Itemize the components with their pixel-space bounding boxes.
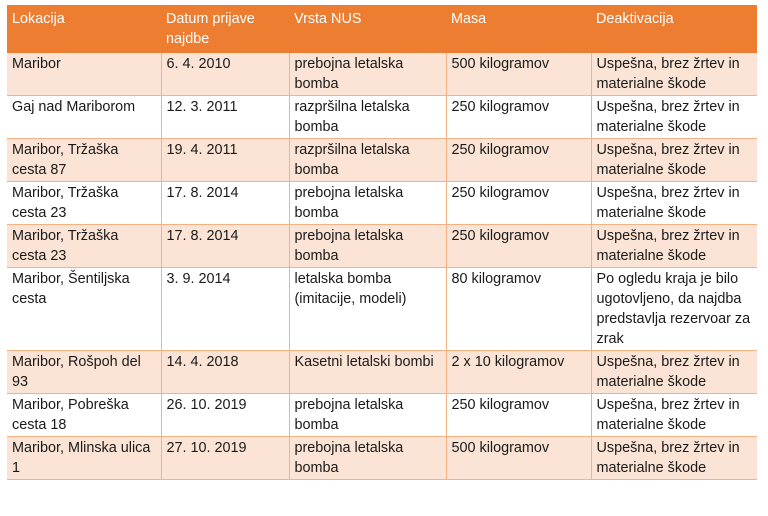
ordnance-findings-table: [7, 5, 757, 480]
cell-mass: 500 kilogramov: [446, 437, 591, 480]
cell-deactivation: Uspešna, brez žrtev in materialne škode: [591, 437, 757, 480]
cell-mass: 250 kilogramov: [446, 394, 591, 437]
cell-report-date: 19. 4. 2011: [161, 139, 289, 182]
cell-location: Gaj nad Mariborom: [7, 96, 161, 139]
header-location: Lokacija: [7, 5, 161, 53]
cell-ordnance-type: prebojna letalska bomba: [289, 53, 446, 96]
cell-report-date: 26. 10. 2019: [161, 394, 289, 437]
cell-report-date: 17. 8. 2014: [161, 225, 289, 268]
cell-report-date: 17. 8. 2014: [161, 182, 289, 225]
table-row: [7, 437, 757, 480]
table-row: [7, 53, 757, 96]
cell-location: Maribor, Tržaška cesta 87: [7, 139, 161, 182]
table-row: [7, 268, 757, 351]
table-body: [7, 53, 757, 480]
cell-location: Maribor, Rošpoh del 93: [7, 351, 161, 394]
cell-ordnance-type: prebojna letalska bomba: [289, 225, 446, 268]
cell-deactivation: Po ogledu kraja je bilo ugotovljeno, da najdba predstavlja rezervoar za zrak: [591, 268, 757, 351]
cell-location: Maribor, Pobreška cesta 18: [7, 394, 161, 437]
header-deactivation: Deaktivacija: [591, 5, 757, 53]
cell-location: Maribor: [7, 53, 161, 96]
cell-location: Maribor, Tržaška cesta 23: [7, 225, 161, 268]
table-row: [7, 182, 757, 225]
cell-deactivation: Uspešna, brez žrtev in materialne škode: [591, 225, 757, 268]
cell-report-date: 27. 10. 2019: [161, 437, 289, 480]
table-row: [7, 351, 757, 394]
cell-ordnance-type: letalska bomba (imitacije, modeli): [289, 268, 446, 351]
cell-location: Maribor, Mlinska ulica 1: [7, 437, 161, 480]
cell-mass: 250 kilogramov: [446, 139, 591, 182]
cell-mass: 250 kilogramov: [446, 225, 591, 268]
cell-ordnance-type: Kasetni letalski bombi: [289, 351, 446, 394]
header-ordnance-type: Vrsta NUS: [289, 5, 446, 53]
table-row: [7, 225, 757, 268]
cell-mass: 500 kilogramov: [446, 53, 591, 96]
table-row: [7, 394, 757, 437]
cell-deactivation: Uspešna, brez žrtev in materialne škode: [591, 394, 757, 437]
cell-report-date: 14. 4. 2018: [161, 351, 289, 394]
cell-report-date: 12. 3. 2011: [161, 96, 289, 139]
cell-deactivation: Uspešna, brez žrtev in materialne škode: [591, 139, 757, 182]
cell-report-date: 6. 4. 2010: [161, 53, 289, 96]
header-mass: Masa: [446, 5, 591, 53]
cell-mass: 80 kilogramov: [446, 268, 591, 351]
cell-ordnance-type: razpršilna letalska bomba: [289, 139, 446, 182]
cell-ordnance-type: prebojna letalska bomba: [289, 394, 446, 437]
table-row: [7, 96, 757, 139]
cell-location: Maribor, Šentiljska cesta: [7, 268, 161, 351]
cell-ordnance-type: prebojna letalska bomba: [289, 182, 446, 225]
cell-deactivation: Uspešna, brez žrtev in materialne škode: [591, 351, 757, 394]
cell-mass: 250 kilogramov: [446, 182, 591, 225]
cell-deactivation: Uspešna, brez žrtev in materialne škode: [591, 182, 757, 225]
cell-ordnance-type: prebojna letalska bomba: [289, 437, 446, 480]
cell-mass: 2 x 10 kilogramov: [446, 351, 591, 394]
header-report-date: Datum prijave najdbe: [161, 5, 289, 53]
cell-location: Maribor, Tržaška cesta 23: [7, 182, 161, 225]
cell-mass: 250 kilogramov: [446, 96, 591, 139]
table-header-row: [7, 5, 757, 53]
cell-deactivation: Uspešna, brez žrtev in materialne škode: [591, 96, 757, 139]
cell-report-date: 3. 9. 2014: [161, 268, 289, 351]
cell-deactivation: Uspešna, brez žrtev in materialne škode: [591, 53, 757, 96]
cell-ordnance-type: razpršilna letalska bomba: [289, 96, 446, 139]
table-row: [7, 139, 757, 182]
